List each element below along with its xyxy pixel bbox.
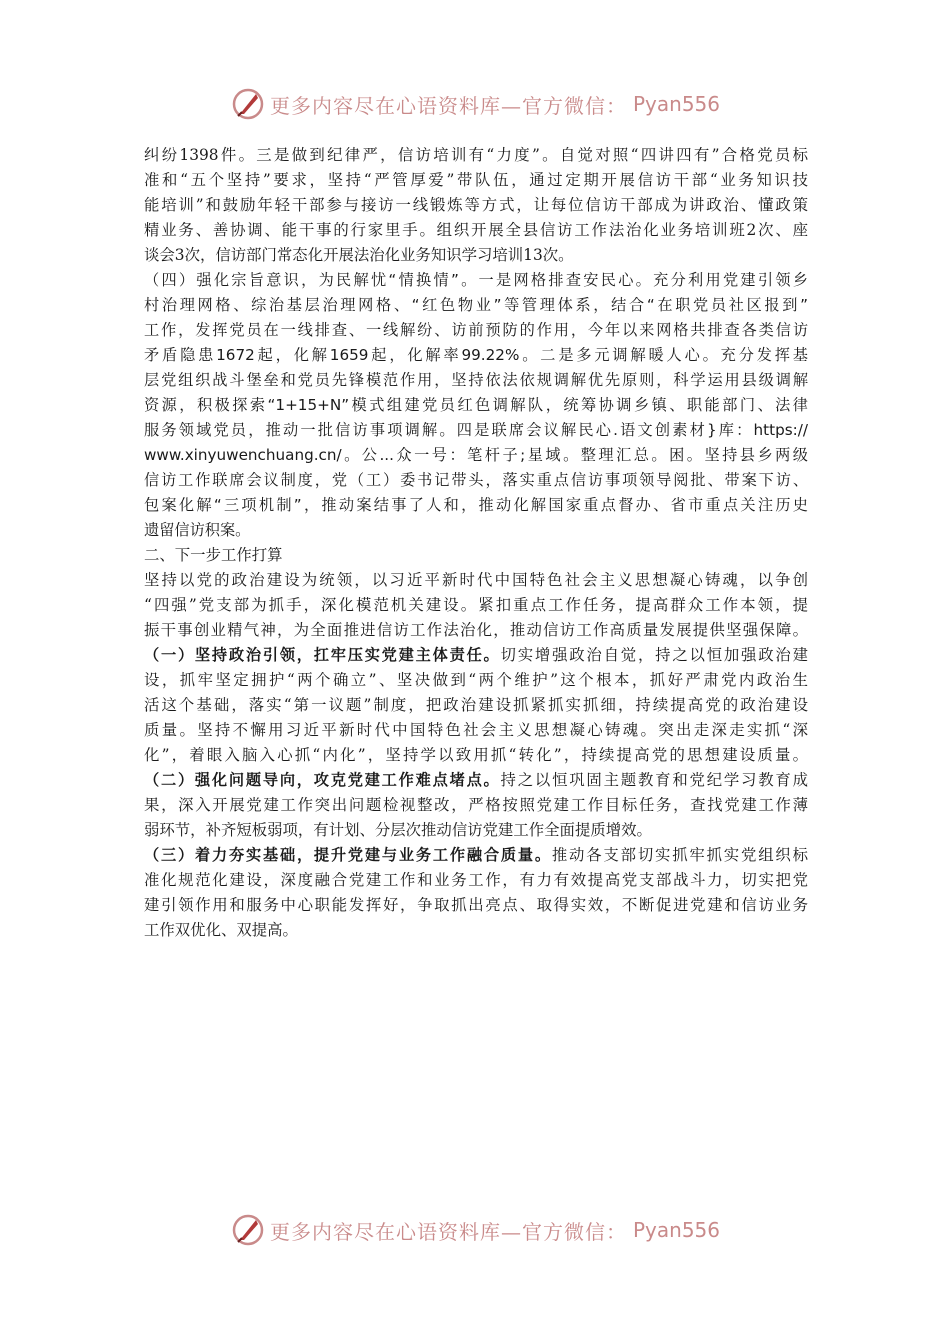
- text-line: 层党组织战斗堡垒和党员先锋模范作用，坚持依法依规调解优先原则，科学运用县级调解: [144, 371, 808, 389]
- paragraph-section-four: [144, 268, 808, 543]
- footer-banner: [0, 1208, 950, 1252]
- header-banner: [0, 82, 950, 126]
- text-line: [144, 768, 808, 793]
- banner-wechat-id: Pyan556: [632, 92, 720, 116]
- text-line: 弱环节，补齐短板弱项，有计划、分层次推动信访党建工作全面提质增效。: [144, 821, 652, 839]
- text-line: 遗留信访积案。: [144, 521, 251, 539]
- text-line: 建引领作用和服务中心职能发挥好，争取抓出亮点、取得实效，不断促进党建和信访业务: [144, 896, 808, 914]
- text-line: [144, 643, 808, 668]
- text-line: 信访工作联席会议制度，党（工）委书记带头，落实重点信访事项领导阅批、带案下访、: [144, 471, 808, 489]
- paragraph-plan-intro: [144, 568, 808, 643]
- text-line: 精业务、善协调、能干事的行家里手。组织开展全县信访工作法治化业务培训班2次、座: [144, 221, 808, 239]
- text-line: 工作，发挥党员在一线排查、一线解纷、访前预防的作用，今年以来网格共排查各类信访: [144, 321, 808, 339]
- subsection-title: （二）强化问题导向，攻克党建工作难点堵点。: [144, 771, 501, 789]
- paragraph-subsection-two: [144, 768, 808, 843]
- text-line: 矛盾隐患1672起，化解1659起，化解率99.22%。二是多元调解暖人心。充分发挥基: [144, 346, 808, 364]
- paragraph-subsection-one: [144, 643, 808, 768]
- text-line: 准化规范化建设，深度融合党建工作和业务工作，有力有效提高党支部战斗力，切实把党: [144, 871, 808, 889]
- text-line: [144, 843, 808, 868]
- text-line: 村治理网格、综治基层治理网格、“红色物业”等管理体系，结合“在职党员社区报到”: [144, 296, 808, 314]
- text-line: 资源，积极探索“1+15+N”模式组建党员红色调解队，统筹协调乡镇、职能部门、法律: [144, 396, 808, 414]
- text-run: 持之以恒巩固主题教育和党纪学习教育成: [500, 771, 808, 789]
- subsection-title: （三）着力夯实基础，提升党建与业务工作融合质量。: [144, 846, 552, 864]
- text-line: （四）强化宗旨意识，为民解忧“情换情”。一是网格排查安民心。充分利用党建引领乡: [144, 271, 808, 289]
- text-line: www.xinyuwenchuang.cn/。公...众一号：笔杆子;星域。整理汇总。困。坚持县乡两级: [144, 446, 808, 464]
- quill-logo-icon: [230, 86, 266, 122]
- text-line: 纠纷1398件。三是做到纪律严，信访培训有“力度”。自觉对照“四讲四有”合格党员标: [144, 146, 808, 164]
- text-line: 准和“五个坚持”要求，坚持“严管厚爱”带队伍，通过定期开展信访干部“业务知识技: [144, 171, 808, 189]
- quill-logo-icon: [230, 1212, 266, 1248]
- text-line: 能培训”和鼓励年轻干部参与接访一线锻炼等方式，让每位信访干部成为讲政治、懂政策: [144, 196, 808, 214]
- paragraph-discipline: [144, 143, 808, 268]
- text-line: “四强”党支部为抓手，深化模范机关建设。紧扣重点工作任务，提高群众工作本领，提: [144, 596, 808, 614]
- text-line: 化”，着眼入脑入心抓“内化”，坚持学以致用抓“转化”，持续提高党的思想建设质量。: [144, 746, 808, 764]
- banner-wechat-id: Pyan556: [632, 1218, 720, 1242]
- text-line: 设，抓牢坚定拥护“两个确立”、坚决做到“两个维护”这个根本，抓好严肃党内政治生: [144, 671, 808, 689]
- text-line: 果，深入开展党建工作突出问题检视整改，严格按照党建工作目标任务，查找党建工作薄: [144, 796, 808, 814]
- paragraph-subsection-three: [144, 843, 808, 943]
- section-heading: 二、下一步工作打算: [144, 546, 283, 564]
- text-line: 工作双优化、双提高。: [144, 921, 298, 939]
- text-line: 服务领域党员，推动一批信访事项调解。四是联席会议解民心.语文创素材}库：https://: [144, 421, 808, 439]
- text-line: 活这个基础，落实“第一议题”制度，把政治建设抓紧抓实抓细，持续提高党的政治建设: [144, 696, 808, 714]
- text-run: 推动各支部切实抓牢抓实党组织标: [551, 846, 808, 864]
- banner-text: 更多内容尽在心语资料库—官方微信：: [269, 1219, 627, 1244]
- document-body: [144, 143, 808, 943]
- subsection-title: （一）坚持政治引领，扛牢压实党建主体责任。: [144, 646, 501, 664]
- text-line: 包案化解“三项机制”，推动案结事了人和，推动化解国家重点督办、省市重点关注历史: [144, 496, 808, 514]
- text-line: 振干事创业精气神，为全面推进信访工作法治化，推动信访工作高质量发展提供坚强保障。: [144, 621, 808, 639]
- text-line: 质量。坚持不懈用习近平新时代中国特色社会主义思想凝心铸魂。突出走深走实抓“深: [144, 721, 808, 739]
- text-line: 坚持以党的政治建设为统领，以习近平新时代中国特色社会主义思想凝心铸魂，以争创: [144, 571, 808, 589]
- text-run: 切实增强政治自觉，持之以恒加强政治建: [500, 646, 808, 664]
- banner-text: 更多内容尽在心语资料库—官方微信：: [269, 93, 627, 118]
- text-line: 谈会3次，信访部门常态化开展法治化业务知识学习培训13次。: [144, 246, 574, 264]
